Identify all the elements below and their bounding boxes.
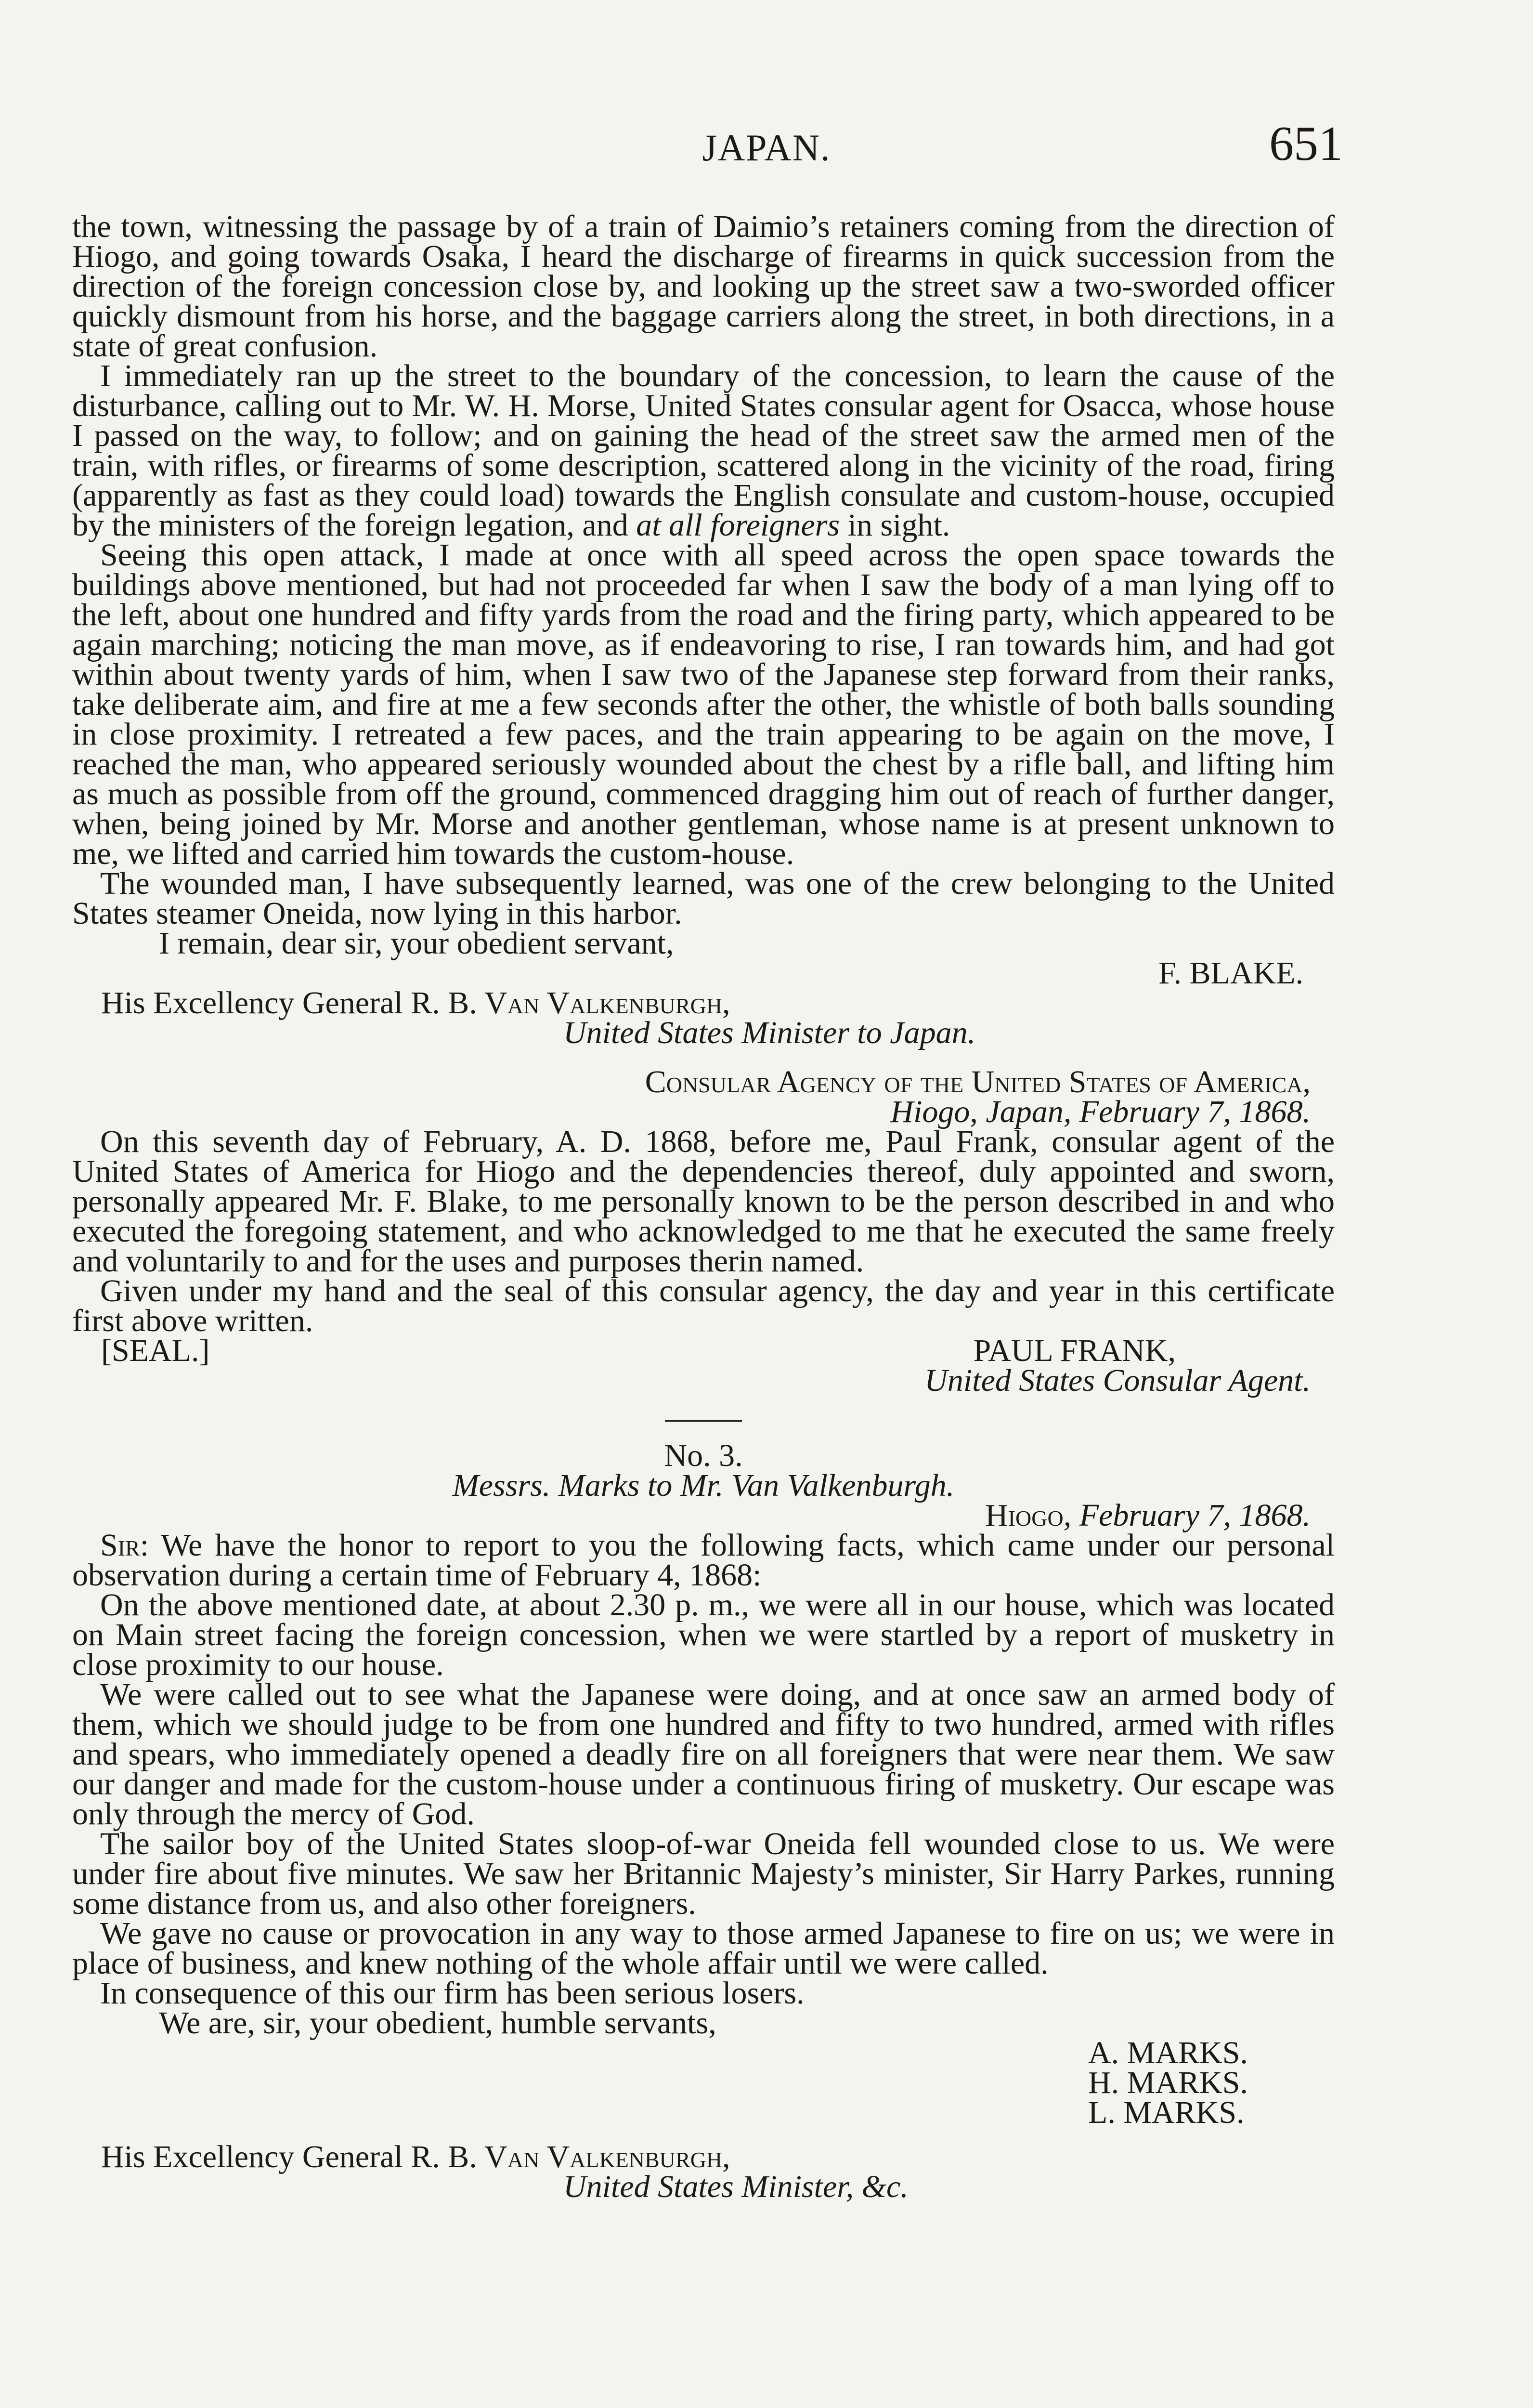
certificate-seal-row — [72, 1333, 1335, 1368]
certificate-signer-title: United States Consular Agent. — [924, 1363, 1311, 1398]
blake-signature: F. BLAKE. — [1158, 955, 1303, 991]
certificate-paragraph-2: Given under my hand and the seal of this consular agency, the day and year in this certificate first above written. — [72, 1273, 1335, 1338]
running-header-title: JAPAN. — [702, 127, 831, 169]
signer-name: A. MARKS. — [1088, 2035, 1248, 2070]
blake-closing: I remain, dear sir, your obedient servant, — [159, 926, 674, 961]
certificate-heading: Consular Agency of the United States of America, — [645, 1064, 1311, 1099]
blake-paragraph-4: The wounded man, I have subsequently learned, was one of the crew belonging to the United States steamer Oneida, now lying in this harbor. — [72, 866, 1335, 931]
page-number: 651 — [1269, 117, 1343, 171]
marks-signers — [1088, 2035, 1335, 2130]
page-body — [72, 209, 1335, 2204]
signer-name: L. MARKS. — [1088, 2095, 1245, 2130]
marks-closing: We are, sir, your obedient, humble servants, — [159, 2005, 716, 2041]
salutation: Sir — [100, 1528, 140, 1563]
marks-paragraph-2: On the above mentioned date, at about 2.30 p. m., we were all in our house, which was located on Main street facing the foreign concession, when we were startled by a report of musketry in close proximity to our house. — [72, 1587, 1335, 1682]
blake-addressee-line2: United States Minister to Japan. — [563, 1015, 976, 1050]
marks-paragraph-1: Sir: We have the honor to report to you the following facts, which came under our personal observation during a certain time of February 4, 1868: — [72, 1528, 1335, 1593]
certificate-signer: PAUL FRANK, — [973, 1333, 1176, 1368]
marks-addressee-line1: His Excellency General R. B. Van Valkenburgh, — [101, 2139, 730, 2174]
letter-number: No. 3. — [664, 1438, 743, 1473]
blake-paragraph-3: Seeing this open attack, I made at once with all speed across the open space towards the buildings above mentioned, but had not proceeded far when I saw the body of a man lying off to the left, about one hundred and fifty yards from the road and the firing party, which appeared to be again marching; noticing the man move, as if endeavoring to rise, I ran towards him, and had got within about twenty yards of him, when I saw two of the Japanese step forward from their ranks, take deliberate aim, and fire at me a few seconds after the other, the whistle of both balls sounding in close proximity. I retreated a few paces, and the train appearing to be again on the move, I reached the man, who appeared seriously wounded about the chest by a rifle ball, and lifting him as much as possible from off the ground, commenced dragging him out of reach of further danger, when, being joined by Mr. Morse and another gentleman, whose name is at present unknown to me, we lifted and carried him towards the custom-house. — [72, 537, 1335, 871]
section-divider — [665, 1420, 742, 1422]
certificate-place-date: Hiogo, Japan, February 7, 1868. — [890, 1094, 1311, 1129]
certificate-paragraph-1: On this seventh day of February, A. D. 1868, before me, Paul Frank, consular agent of the United States of America for Hiogo and the dependencies thereof, duly appointed and sworn, personally appeared Mr. F. Blake, to me personally known to be the person described in and who executed the foregoing statement, and who acknowledged to me that he executed the same freely and voluntarily to and for the uses and purposes therin named. — [72, 1124, 1335, 1279]
letter-place-date: Hiogo, February 7, 1868. — [985, 1498, 1311, 1533]
marks-paragraph-4: The sailor boy of the United States sloop-of-war Oneida fell wounded close to us. We were under fire about five minutes. We saw her Britannic Majesty’s minister, Sir Harry Parkes, running some distance from us, and also other foreigners. — [72, 1826, 1335, 1921]
blake-paragraph-1: the town, witnessing the passage by of a train of Daimio’s retainers coming from the direction of Hiogo, and going towards Osaka, I heard the discharge of firearms in quick succession from the direction of the foreign concession close by, and looking up the street saw a two-sworded officer quickly dismount from his horse, and the baggage carriers along the street, in both directions, in a state of great confusion. — [72, 209, 1335, 364]
italic-phrase: at all foreigners — [636, 508, 840, 543]
marks-paragraph-6: In consequence of this our firm has been serious losers. — [100, 1976, 805, 2011]
seal-mark: [SEAL.] — [101, 1333, 210, 1368]
marks-paragraph-3: We were called out to see what the Japanese were doing, and at once saw an armed body of them, which we should judge to be from one hundred and fifty to two hundred, armed with rifles and spears, who immediately opened a deadly fire on all foreigners that were near them. We saw our danger and made for the custom-house under a continuous firing of musketry. Our escape was only through the mercy of God. — [72, 1677, 1335, 1832]
blake-paragraph-2: I immediately ran up the street to the boundary of the concession, to learn the cause of the disturbance, calling out to Mr. W. H. Morse, United States consular agent for Osacca, whose house I passed on the way, to follow; and on gaining the head of the street saw the armed men of the train, with rifles, or firearms of some description, scattered along in the vicinity of the road, firing (apparently as fast as they could load) towards the English consulate and custom-house, occupied by the ministers of the foreign legation, and at all foreigners in sight. — [72, 358, 1335, 543]
marks-paragraph-5: We gave no cause or provocation in any way to those armed Japanese to fire on us; we were in place of business, and knew nothing of the whole affair until we were called. — [72, 1916, 1335, 1981]
marks-addressee-line2: United States Minister, &c. — [563, 2169, 909, 2204]
letter-subject: Messrs. Marks to Mr. Van Valkenburgh. — [452, 1468, 955, 1503]
blake-addressee-line1: His Excellency General R. B. Van Valkenburgh, — [101, 985, 730, 1021]
signer-name: H. MARKS. — [1088, 2065, 1248, 2100]
